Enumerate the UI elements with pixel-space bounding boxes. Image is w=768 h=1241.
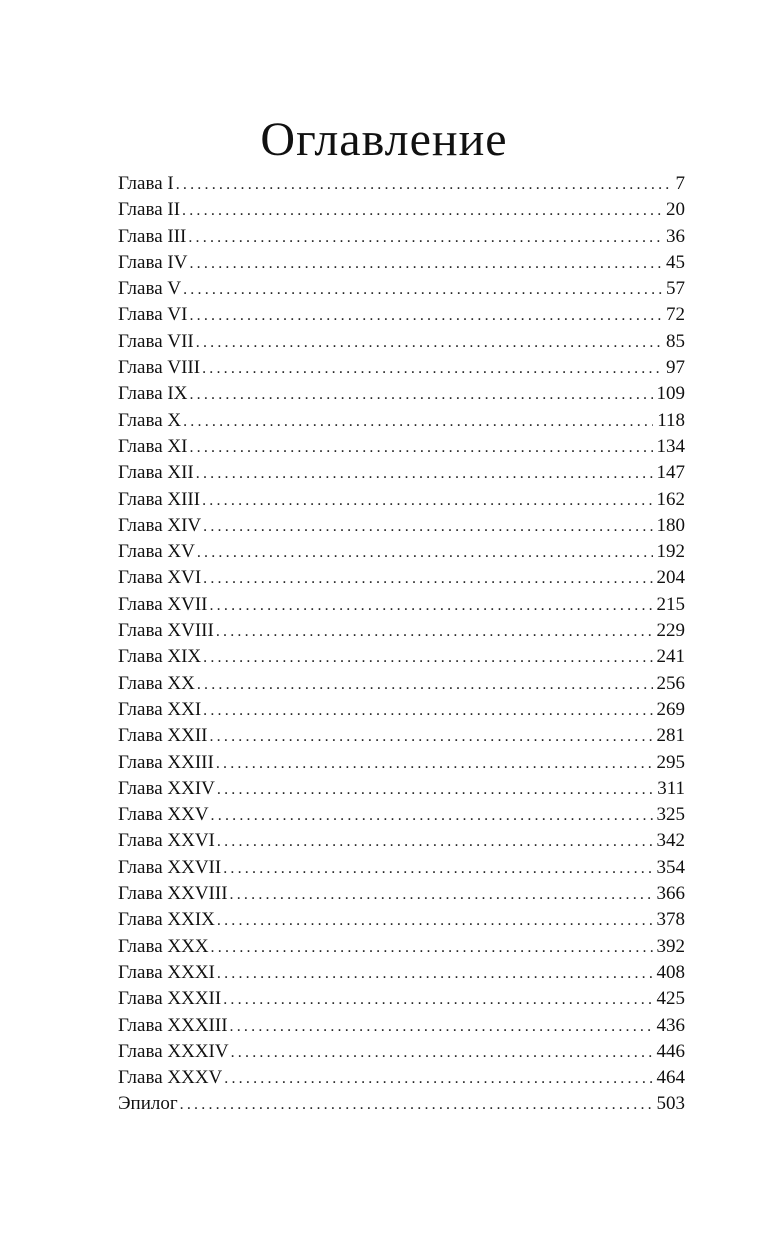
dot-leader xyxy=(224,1066,652,1091)
dot-leader xyxy=(230,1014,653,1039)
dot-leader xyxy=(217,961,653,986)
toc-entry[interactable] xyxy=(118,381,685,407)
dot-leader xyxy=(180,1092,653,1117)
toc-entry-page-number: 354 xyxy=(656,856,685,878)
toc-entry-page-number: 295 xyxy=(656,751,685,773)
toc-entry-page-number: 204 xyxy=(656,567,685,589)
toc-entry[interactable] xyxy=(118,276,685,302)
toc-entry-page-number: 378 xyxy=(656,909,685,931)
toc-entry[interactable] xyxy=(118,539,685,565)
dot-leader xyxy=(196,330,662,355)
toc-entry[interactable] xyxy=(118,697,685,723)
toc-entry[interactable] xyxy=(118,487,685,513)
dot-leader xyxy=(189,303,662,328)
dot-leader xyxy=(217,777,653,802)
toc-entry[interactable] xyxy=(118,828,685,854)
toc-entry-page-number: 192 xyxy=(656,541,685,563)
toc-entry[interactable] xyxy=(118,434,685,460)
toc-entry-page-number: 503 xyxy=(656,1093,685,1115)
dot-leader xyxy=(230,882,653,907)
table-of-contents xyxy=(118,171,685,1118)
toc-entry-label: Глава XXIV xyxy=(118,777,215,799)
toc-entry-label: Глава I xyxy=(118,173,174,194)
dot-leader xyxy=(217,908,653,933)
toc-entry-page-number: 147 xyxy=(656,462,685,484)
toc-entry[interactable] xyxy=(118,355,685,381)
toc-entry[interactable] xyxy=(118,302,685,328)
toc-entry-label: Глава XVI xyxy=(118,567,202,589)
dot-leader xyxy=(182,198,662,223)
toc-entry-label: Глава XVIII xyxy=(118,620,214,642)
toc-entry[interactable] xyxy=(118,250,685,276)
toc-entry[interactable] xyxy=(118,750,685,776)
toc-entry-page-number: 392 xyxy=(656,935,685,957)
toc-entry-label: Глава VII xyxy=(118,330,194,352)
toc-entry-label: Глава XXIX xyxy=(118,909,215,931)
toc-entry-page-number: 325 xyxy=(656,804,685,826)
toc-entry-label: Глава XXVII xyxy=(118,856,222,878)
toc-entry-label: Глава XXIII xyxy=(118,751,214,773)
toc-entry-page-number: 229 xyxy=(656,620,685,642)
dot-leader xyxy=(197,540,653,565)
toc-entry-page-number: 109 xyxy=(656,383,685,405)
toc-entry-label: Глава XX xyxy=(118,672,195,694)
dot-leader xyxy=(202,488,652,513)
toc-entry-page-number: 241 xyxy=(656,646,685,668)
toc-entry-page-number: 180 xyxy=(656,514,685,536)
toc-entry-page-number: 436 xyxy=(656,1014,685,1036)
toc-entry[interactable] xyxy=(118,934,685,960)
dot-leader xyxy=(189,251,662,276)
toc-entry-page-number: 7 xyxy=(675,173,685,194)
dot-leader xyxy=(203,566,652,591)
dot-leader xyxy=(188,225,662,250)
toc-entry-label: Глава XII xyxy=(118,462,194,484)
toc-entry[interactable] xyxy=(118,408,685,434)
toc-entry-page-number: 215 xyxy=(656,593,685,615)
toc-entry[interactable] xyxy=(118,723,685,749)
toc-entry-label: Глава XIX xyxy=(118,646,202,668)
toc-entry[interactable] xyxy=(118,592,685,618)
toc-entry-page-number: 269 xyxy=(656,698,685,720)
toc-entry-label: Глава XIV xyxy=(118,514,202,536)
toc-entry[interactable] xyxy=(118,197,685,223)
toc-entry-label: Глава XXXIV xyxy=(118,1040,229,1062)
dot-leader xyxy=(183,409,653,434)
toc-entry-label: Глава X xyxy=(118,409,182,431)
toc-entry[interactable] xyxy=(118,881,685,907)
toc-entry-label: Глава XXXI xyxy=(118,961,215,983)
dot-leader xyxy=(209,724,652,749)
toc-entry-page-number: 45 xyxy=(666,251,685,273)
toc-entry[interactable] xyxy=(118,1013,685,1039)
toc-entry-label: Глава XVII xyxy=(118,593,208,615)
dot-leader xyxy=(223,856,652,881)
toc-entry-page-number: 85 xyxy=(666,330,685,352)
page-title: Оглавление xyxy=(260,113,508,167)
toc-entry-label: Глава XXVI xyxy=(118,830,215,852)
toc-entry-label: Глава XIII xyxy=(118,488,201,510)
toc-entry-page-number: 366 xyxy=(656,883,685,905)
toc-entry-label: Глава XXV xyxy=(118,804,209,826)
toc-entry-label: Глава II xyxy=(118,199,181,221)
dot-leader xyxy=(203,645,652,670)
toc-entry[interactable] xyxy=(118,224,685,250)
toc-entry-page-number: 446 xyxy=(656,1040,685,1062)
dot-leader xyxy=(217,829,653,854)
toc-entry-page-number: 118 xyxy=(657,409,685,431)
toc-entry-label: Глава XXXV xyxy=(118,1067,223,1089)
dot-leader xyxy=(216,751,653,776)
dot-leader xyxy=(223,987,652,1012)
toc-entry[interactable] xyxy=(118,1065,685,1091)
dot-leader xyxy=(211,935,653,960)
toc-entry-page-number: 97 xyxy=(666,357,685,379)
dot-leader xyxy=(202,356,662,381)
toc-entry-page-number: 425 xyxy=(656,988,685,1010)
toc-entry[interactable] xyxy=(118,776,685,802)
toc-entry[interactable] xyxy=(118,460,685,486)
toc-entry-page-number: 162 xyxy=(656,488,685,510)
toc-entry-page-number: 464 xyxy=(656,1067,685,1089)
toc-entry-page-number: 20 xyxy=(666,199,685,221)
toc-entry-page-number: 256 xyxy=(656,672,685,694)
dot-leader xyxy=(209,593,652,618)
dot-leader xyxy=(183,277,662,302)
toc-entry[interactable] xyxy=(118,513,685,539)
dot-leader xyxy=(231,1040,653,1065)
toc-entry-page-number: 72 xyxy=(666,304,685,326)
toc-entry[interactable] xyxy=(118,802,685,828)
toc-entry-label: Глава XXVIII xyxy=(118,883,228,905)
toc-entry[interactable] xyxy=(118,907,685,933)
toc-entry-label: Глава XXXII xyxy=(118,988,222,1010)
dot-leader xyxy=(176,172,672,197)
dot-leader xyxy=(211,803,653,828)
toc-entry-label: Глава XXI xyxy=(118,698,202,720)
toc-entry-label: Глава V xyxy=(118,278,182,300)
toc-entry-label: Глава XV xyxy=(118,541,195,563)
toc-entry-page-number: 311 xyxy=(657,777,685,799)
toc-entry-label: Глава IV xyxy=(118,251,188,273)
dot-leader xyxy=(196,461,653,486)
toc-entry[interactable] xyxy=(118,855,685,881)
toc-entry[interactable] xyxy=(118,1091,685,1117)
toc-entry[interactable] xyxy=(118,644,685,670)
toc-entry-label: Глава III xyxy=(118,225,187,247)
toc-entry[interactable] xyxy=(118,618,685,644)
toc-entry[interactable] xyxy=(118,986,685,1012)
toc-entry-label: Глава VIII xyxy=(118,357,201,379)
toc-entry[interactable] xyxy=(118,1039,685,1065)
toc-entry-label: Глава XI xyxy=(118,435,188,457)
toc-entry-page-number: 134 xyxy=(656,435,685,457)
dot-leader xyxy=(216,619,653,644)
toc-entry-page-number: 57 xyxy=(666,278,685,300)
toc-entry[interactable] xyxy=(118,171,685,197)
toc-entry-page-number: 36 xyxy=(666,225,685,247)
dot-leader xyxy=(203,698,652,723)
toc-entry-page-number: 342 xyxy=(656,830,685,852)
dot-leader xyxy=(203,514,652,539)
dot-leader xyxy=(197,672,653,697)
toc-entry-label: Эпилог xyxy=(118,1093,178,1115)
toc-entry-page-number: 281 xyxy=(656,725,685,747)
dot-leader xyxy=(189,382,652,407)
dot-leader xyxy=(189,435,652,460)
toc-entry-label: Глава XXX xyxy=(118,935,209,957)
toc-entry[interactable] xyxy=(118,329,685,355)
toc-entry-page-number: 408 xyxy=(656,961,685,983)
toc-entry-label: Глава IX xyxy=(118,383,188,405)
toc-entry-label: Глава XXXIII xyxy=(118,1014,228,1036)
toc-entry-label: Глава XXII xyxy=(118,725,208,747)
toc-entry[interactable] xyxy=(118,565,685,591)
toc-entry-label: Глава VI xyxy=(118,304,188,326)
toc-entry[interactable] xyxy=(118,960,685,986)
toc-entry[interactable] xyxy=(118,671,685,697)
